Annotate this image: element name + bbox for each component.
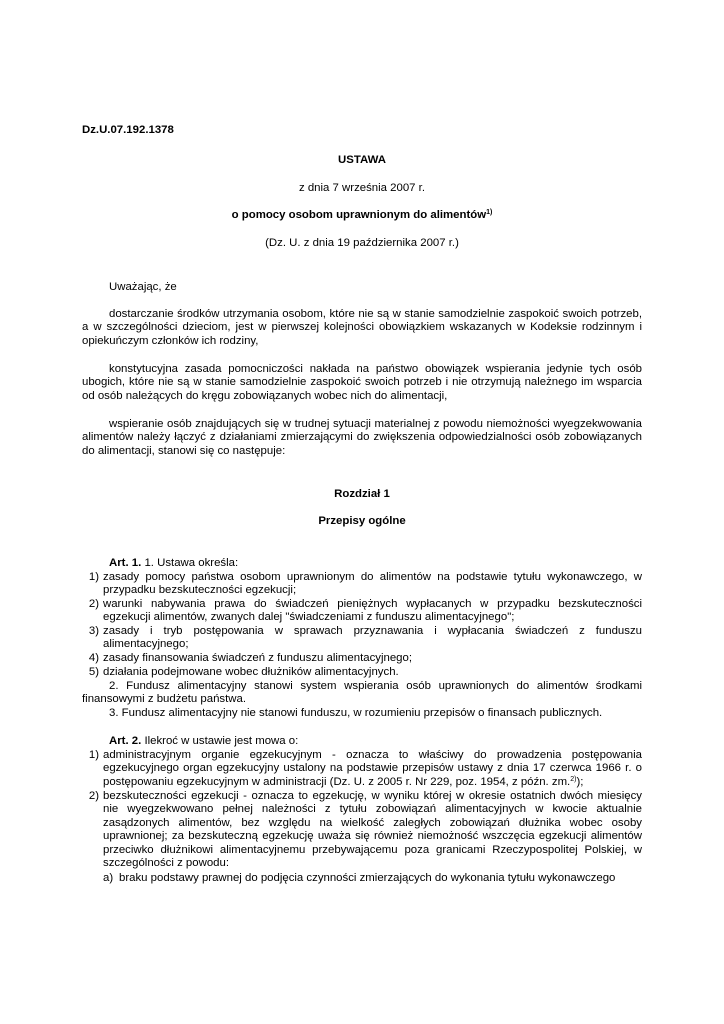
journal-reference: Dz.U.07.192.1378	[82, 124, 174, 136]
art2-item-1-number: 1)	[88, 749, 99, 761]
art2-item-2-sub-a	[103, 872, 642, 885]
preamble-paragraph-3: wspieranie osób znajdujących się w trudnej sytuacji materialnej z powodu niemożności wyegzekwowania alimentów należy łączyć z działaniami zmierzającymi do zwiększenia odpowiedzialności osób zobowiązanych do alimentacji, stanowi się co następuje:	[82, 418, 642, 457]
document-title	[82, 209, 642, 222]
art2-item-2-sub-a-letter: a)	[103, 872, 114, 884]
art1-item-3	[82, 625, 642, 652]
art2-item-2-sub-a-text: braku podstawy prawnej do podjęcia czynności zmierzających do wykonania tytułu wykonawczego	[119, 872, 616, 884]
art1-item-5	[82, 666, 642, 679]
art1-paragraph-2: 2. Fundusz alimentacyjny stanowi system wspierania osób uprawnionych do alimentów środkami finansowymi z budżetu państwa.	[82, 680, 642, 706]
preamble-paragraph-2: konstytucyjna zasada pomocniczości nakłada na państwo obowiązek wspierania jedynie tych osób ubogich, które nie są w stanie samodzielnie zaspokoić swoich potrzeb i nie otrzymują należnego im wsparcia od osób należących do kręgu zobowiązanych wobec nich do alimentacji,	[82, 363, 642, 402]
art1-item-4	[82, 652, 642, 665]
art1-label: Art. 1.	[109, 557, 142, 569]
art2-item-1-closing: );	[576, 775, 584, 788]
preamble-paragraph-1: dostarczanie środków utrzymania osobom, które nie są w stanie samodzielnie zaspokoić swoich potrzeb, a w szczególności dzieciom, jest w pierwszej kolejności obowiązkiem wskazanych w Kodeksie rodzinnym i opiekuńczym członków ich rodziny,	[82, 308, 642, 347]
chapter-label: Rozdział 1	[334, 488, 390, 500]
art1-item-4-text: zasady finansowania świadczeń z funduszu alimentacyjnego;	[103, 652, 412, 664]
art1-item-1	[82, 571, 642, 598]
art1-item-1-number: 1)	[88, 571, 99, 583]
title-footnote-marker: 1)	[486, 209, 493, 216]
chapter-title: Przepisy ogólne	[318, 515, 406, 527]
art2-intro: Ilekroć w ustawie jest mowa o:	[144, 735, 299, 747]
art2-item-2	[82, 790, 642, 870]
art1-item-1-text: zasady pomocy państwa osobom uprawnionym do alimentów na podstawie tytułu wykonawczego, w przypadku bezskuteczności egzekucji;	[103, 571, 642, 597]
art1-item-3-number: 3)	[88, 625, 99, 637]
art1-item-5-number: 5)	[88, 666, 99, 678]
document-date: z dnia 7 września 2007 r.	[298, 182, 425, 194]
art1-heading	[109, 557, 238, 570]
publication-info: (Dz. U. z dnia 19 października 2007 r.)	[265, 237, 459, 249]
art1-item-2-text: warunki nabywania prawa do świadczeń pieniężnych wypłacanych w przypadku bezskuteczności egzekucji alimentów, zwanych dalej "świadczeniami z funduszu alimentacyjnego";	[103, 598, 642, 624]
art2-item-1-text	[103, 749, 642, 789]
art2-item-1-body: administracyjnym organie egzekucyjnym - oznacza to właściwy do prowadzenia postępowania egzekucyjnego organ egzekucyjny ustalony na podstawie przepisów ustawy z dnia 17 czerwca 1966 r. o postępowaniu egzekucyjnym w administracji (Dz. U. z 2005 r. Nr 229, poz. 1954, z późn. zm.	[103, 749, 642, 788]
art2-item-2-number: 2)	[88, 790, 99, 802]
art1-intro: 1. Ustawa określa:	[144, 557, 239, 569]
art2-label: Art. 2.	[109, 735, 142, 747]
art2-item-1	[82, 749, 642, 789]
document-title-text: o pomocy osobom uprawnionym do alimentów	[231, 209, 487, 221]
art2-item-2-text: bezskuteczności egzekucji - oznacza to egzekucję, w wyniku której w okresie ostatnich dwóch miesięcy nie wyegzekwowano pełnej należności z tytułu zobowiązań alimentacyjnych w kwocie aktualnie zasądzonych alimentów, bez względu na wielkość zaległych zobowiązań dłużnika wobec osoby uprawnionej; za bezskuteczną egzekucję uważa się również niemożność wszczęcia egzekucji alimentów przeciwko dłużnikowi alimentacyjnemu przebywającemu poza granicami Rzeczypospolitej Polskiej, w szczególności z powodu:	[103, 790, 642, 870]
art2-item-1-footnote-marker: 2)	[570, 775, 577, 783]
art1-item-2-number: 2)	[88, 598, 99, 610]
art1-item-4-number: 4)	[88, 652, 99, 664]
art1-item-2	[82, 598, 642, 625]
art1-item-5-text: działania podejmowane wobec dłużników alimentacyjnych.	[103, 666, 399, 678]
art1-paragraph-3: 3. Fundusz alimentacyjny nie stanowi funduszu, w rozumieniu przepisów o finansach publicznych.	[109, 707, 603, 719]
document-type: USTAWA	[338, 154, 386, 166]
art2-heading	[109, 735, 298, 748]
art1-item-3-text: zasady i tryb postępowania w sprawach przyznawania i wypłacania świadczeń z funduszu alimentacyjnego;	[103, 625, 642, 651]
preamble-intro: Uważając, że	[109, 281, 177, 293]
